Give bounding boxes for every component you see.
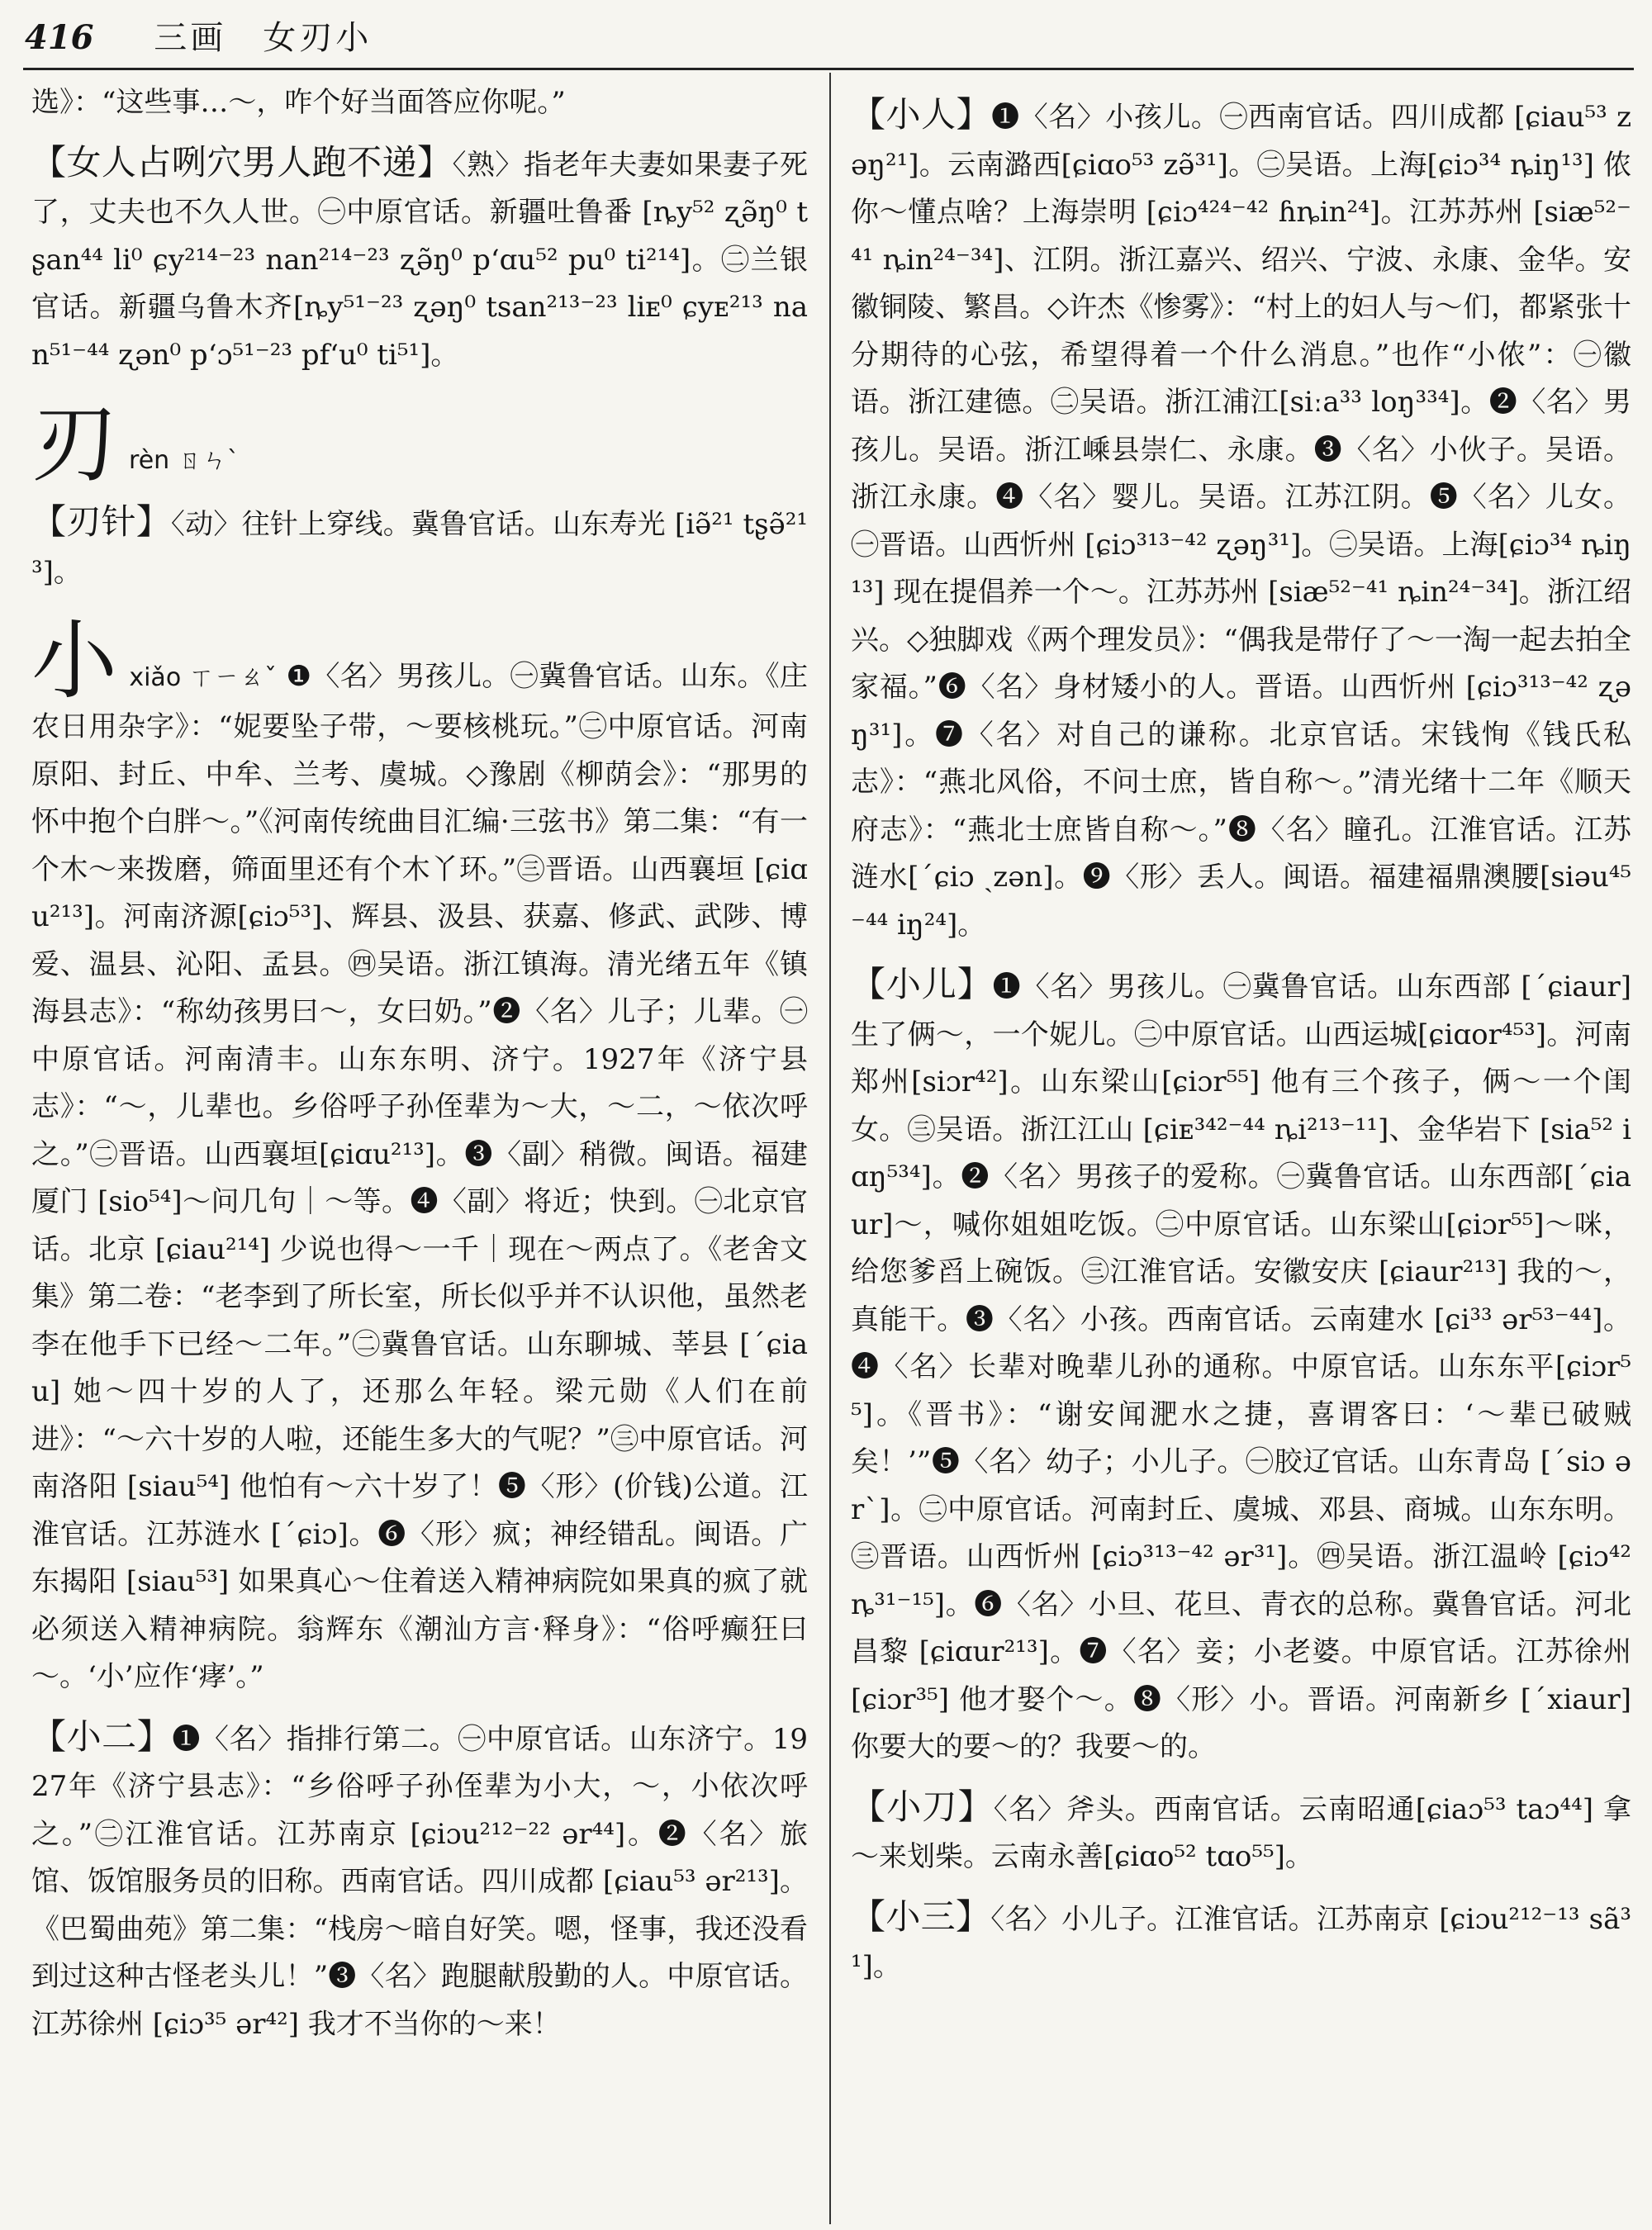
head-character-block (31, 393, 808, 494)
dictionary-entry (851, 91, 1631, 949)
headword-open-bracket: 【 (31, 1715, 67, 1757)
dictionary-entry (31, 498, 808, 596)
headword-open-bracket: 【 (851, 1896, 886, 1937)
headword-close-bracket: 】 (136, 1715, 173, 1757)
entry-headword: 小三 (885, 1896, 956, 1937)
head-character-block (31, 610, 808, 1701)
dictionary-entry (31, 1713, 808, 2049)
headword-open-bracket: 【 (31, 501, 67, 542)
spacer (277, 660, 286, 693)
dictionary-entry (31, 139, 808, 380)
page-title: 三画 女刃小 (154, 19, 373, 57)
headword-close-bracket: 】 (135, 501, 171, 542)
headword-open-bracket: 【 (851, 964, 886, 1004)
entry-body: ❶〈名〉男孩儿。㊀冀鲁官话。山东。《庄农日用杂字》：“妮要坠子带，～要核桃玩。”㊁中原官话。河南原阳、封丘、中牟、兰考、虞城。◇豫剧《柳荫会》：“那男的怀中抱个白胖～。”《河南传统曲目汇编·三弦书》第二集：“有一个木～来拨磨，筛面里还有个木丫环。”㊂晋语。山西襄垣 [ɕiɑu²¹³]。河南济源[ɕiɔ⁵³]、辉县、汲县、获嘉、修武、武陟、博爱、温县、沁阳、孟县。㊃吴语。浙江镇海。清光绪五年《镇海县志》：“称幼孩男曰～，女曰奶。”❷〈名〉儿子；儿辈。㊀中原官话。河南清丰。山东东明、济宁。1927年《济宁县志》：“～，儿辈也。乡俗呼子孙侄辈为～大，～二，～依次呼之。”㊁晋语。山西襄垣[ɕiɑu²¹³]。❸〈副〉稍微。闽语。福建厦门 [sio⁵⁴]～问几句｜～等。❹〈副〉将近；快到。㊀北京官话。北京 [ɕiau²¹⁴] 少说也得～一千｜现在～两点了。《老舍文集》第二卷：“老李到了所长室，所长似乎并不认识他，虽然老李在他手下已经～二年。”㊁冀鲁官话。山东聊城、莘县 [ˊɕiau] 她～四十岁的人了，还那么年轻。梁元勋《人们在前进》：“～六十岁的人啦，还能生多大的气呢？”㊂中原官话。河南洛阳 [siau⁵⁴] 他怕有～六十岁了！❺〈形〉(价钱)公道。江淮官话。江苏涟水 [ˊɕiɔ]。❻〈形〉疯；神经错乱。闽语。广东揭阳 [siau⁵³] 如果真心～住着送入精神病院如果真的疯了就必须送入精神病院。翁辉东《潮汕方言·释身》：“俗呼癫狂曰～。‘小’应作‘痚’。” (31, 660, 808, 1693)
head-character-pinyin: rèn ㄖㄣˋ (129, 446, 240, 475)
headword-close-bracket: 】 (957, 964, 993, 1004)
entry-headword: 刃针 (66, 501, 136, 542)
continuation-text (31, 79, 808, 127)
entry-headword: 女人占咧穴男人跑不递 (66, 141, 418, 183)
headword-open-bracket: 【 (851, 1786, 887, 1827)
entry-body: 〈动〉往针上穿线。冀鲁官话。山东寿光 [iə̃²¹ tʂə̃²¹³]。 (31, 508, 808, 589)
entry-body: 〈熟〉指老年夫妻如果妻子死了，丈夫也不久人世。㊀中原官话。新疆吐鲁番 [ȵy⁵² ʐə̃ŋ⁰ tʂan⁴⁴ li⁰ ɕy²¹⁴⁻²³ nan²¹⁴⁻²³ ʐə̃ŋ⁰ pʻɑu⁵² pu⁰ ti²¹⁴]。㊁兰银官话。新疆乌鲁木齐[ȵy⁵¹⁻²³ ʐəŋ⁰ tsan²¹³⁻²³ liᴇ⁰ ɕyᴇ²¹³ nan⁵¹⁻⁴⁴ ʐən⁰ pʻɔ⁵¹⁻²³ pfʻu⁰ ti⁵¹]。 (31, 148, 808, 372)
head-character-pinyin: xiǎo ㄒㄧㄠˇ (129, 663, 278, 692)
headword-close-bracket: 】 (957, 1786, 994, 1827)
head-character: 小 (31, 610, 118, 711)
dictionary-entry (851, 1893, 1631, 1991)
headword-open-bracket: 【 (31, 141, 67, 183)
headword-close-bracket: 】 (417, 141, 453, 183)
entry-headword: 小人 (885, 94, 957, 135)
page-header (25, 15, 1635, 66)
head-character: 刃 (31, 393, 118, 494)
column-divider (829, 73, 831, 2224)
entry-headword: 小儿 (885, 964, 957, 1004)
header-rule (23, 68, 1634, 70)
dictionary-entry (851, 1783, 1631, 1881)
entry-body: 选》：“这些事…～，咋个好当面答应你呢。” (31, 86, 566, 119)
page-number: 416 (25, 18, 94, 57)
entry-body: ❶〈名〉小孩儿。㊀西南官话。四川成都 [ɕiau⁵³ zəŋ²¹]。云南潞西[ɕiɑo⁵³ zə̃³¹]。㊁吴语。上海[ɕiɔ³⁴ ȵiŋ¹³] 侬你～懂点啥？上海崇明 [ɕiɔ⁴²⁴⁻⁴² ɦȵin²⁴]。江苏苏州 [siæ⁵²⁻⁴¹ ȵin²⁴⁻³⁴]、江阴。浙江嘉兴、绍兴、宁波、永康、金华。安徽铜陵、繁昌。◇许杰《惨雾》：“村上的妇人与～们，都紧张十分期待的心弦，希望得着一个什么消息。”也作“小侬”：㊀徽语。浙江建德。㊁吴语。浙江浦江[siːa³³ loŋ³³⁴]。❷〈名〉男孩儿。吴语。浙江嵊县崇仁、永康。❸〈名〉小伙子。吴语。浙江永康。❹〈名〉婴儿。吴语。江苏江阴。❺〈名〉儿女。㊀晋语。山西忻州 [ɕiɔ³¹³⁻⁴² ʐəŋ³¹]。㊁吴语。上海[ɕiɔ³⁴ ȵiŋ¹³] 现在提倡养一个～。江苏苏州 [siæ⁵²⁻⁴¹ ȵin²⁴⁻³⁴]。浙江绍兴。◇独脚戏《两个理发员》：“偶我是带仔了～一淘一起去拍全家福。”❻〈名〉身材矮小的人。晋语。山西忻州 [ɕiɔ³¹³⁻⁴² ʐəŋ³¹]。❼〈名〉对自己的谦称。北京官话。宋钱恂《钱氏私志》：“燕北风俗，不问士庶，皆自称～。”清光绪十二年《顺天府志》：“燕北士庶皆自称～。”❽〈名〉瞳孔。江淮官话。江苏涟水[ˊɕiɔ ˏzən]。❾〈形〉丢人。闽语。福建福鼎澳腰[siəu⁴⁵⁻⁴⁴ iŋ²⁴]。 (851, 101, 1631, 942)
entry-headword: 小二 (66, 1715, 137, 1757)
entry-body: ❶〈名〉男孩儿。㊀冀鲁官话。山东西部 [ˊɕiaur] 生了俩～，一个妮儿。㊁中原官话。山西运城[ɕiɑor⁴⁵³]。河南郑州[siɔr⁴²]。山东梁山[ɕiɔr⁵⁵] 他有三个孩子，俩～一个闺女。㊂吴语。浙江江山 [ɕiᴇ³⁴²⁻⁴⁴ ȵi²¹³⁻¹¹]、金华岩下 [sia⁵² iɑŋ⁵³⁴]。❷〈名〉男孩子的爱称。㊀冀鲁官话。山东西部[ˊɕiaur]～，喊你姐姐吃饭。㊁中原官话。山东梁山[ɕiɔr⁵⁵]～咪，给您爹舀上碗饭。㊂江淮官话。安徽安庆 [ɕiaur²¹³] 我的～，真能干。❸〈名〉小孩。西南官话。云南建水 [ɕi³³ ər⁵³⁻⁴⁴]。❹〈名〉长辈对晚辈儿孙的通称。中原官话。山东东平[ɕiɔr⁵⁵]。《晋书》：“谢安闻淝水之捷，喜谓客曰：‘～辈已破贼矣！’”❺〈名〉幼子；小儿子。㊀胶辽官话。山东青岛 [ˊsiɔ ərˋ]。㊁中原官话。河南封丘、虞城、邓县、商城。山东东明。㊂晋语。山西忻州 [ɕiɔ³¹³⁻⁴² ər³¹]。㊃吴语。浙江温岭 [ɕiɔ⁴² ȵ³¹⁻¹⁵]。❻〈名〉小旦、花旦、青衣的总称。冀鲁官话。河北昌黎 [ɕiɑur²¹³]。❼〈名〉妾；小老婆。中原官话。江苏徐州 [ɕiɔr³⁵] 他才娶个～。❽〈形〉小。晋语。河南新乡 [ˊxiaur] 你要大的要～的？我要～的。 (851, 970, 1631, 1763)
dictionary-entry (851, 961, 1631, 1772)
headword-close-bracket: 】 (955, 1896, 991, 1937)
entry-body: ❶〈名〉指排行第二。㊀中原官话。山东济宁。1927年《济宁县志》：“乡俗呼子孙侄辈为小大，～，小依次呼之。”㊁江淮官话。江苏南京 [ɕiɔu²¹²⁻²² ər⁴⁴]。❷〈名〉旅馆、饭馆服务员的旧称。西南官话。四川成都 [ɕiau⁵³ ər²¹³]。《巴蜀曲苑》第二集：“栈房～暗自好笑。嗯，怪事，我还没看到过这种古怪老头儿！”❸〈名〉跑腿献殷勤的人。中原官话。江苏徐州 [ɕiɔ³⁵ ər⁴²] 我才不当你的～来！ (31, 1722, 808, 2041)
entry-body: 〈名〉小儿子。江淮官话。江苏南京 [ɕiɔu²¹²⁻¹³ sã³¹]。 (851, 1902, 1631, 1983)
right-column (851, 79, 1631, 2218)
entry-headword: 小刀 (886, 1786, 958, 1827)
headword-open-bracket: 【 (851, 94, 886, 135)
entry-body: 〈名〉斧头。西南官话。云南昭通[ɕiaɔ⁵³ taɔ⁴⁴] 拿～来划柴。云南永善[ɕiɑo⁵² tɑo⁵⁵]。 (851, 1792, 1631, 1873)
left-column (31, 79, 808, 2218)
headword-close-bracket: 】 (956, 94, 992, 135)
